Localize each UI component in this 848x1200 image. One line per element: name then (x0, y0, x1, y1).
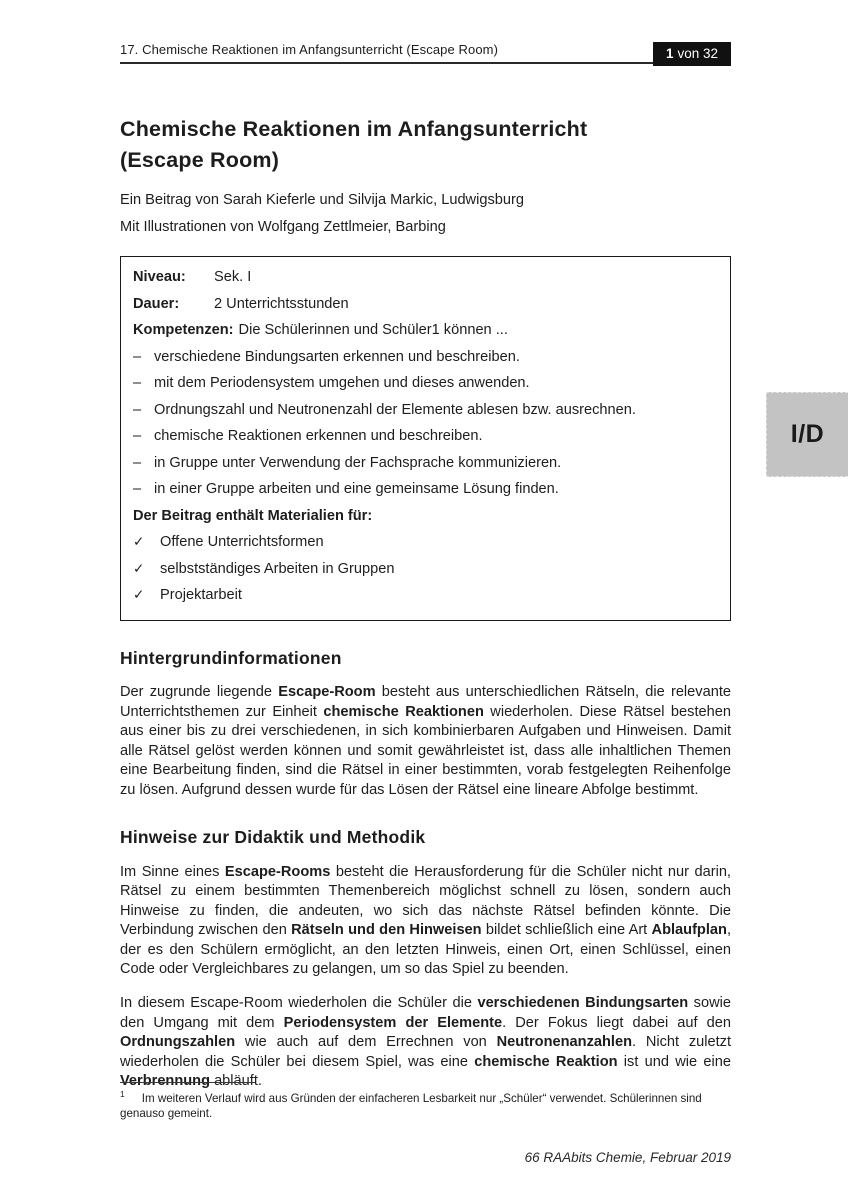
materials-heading: Der Beitrag enthält Materialien für: (133, 507, 373, 524)
page-number-total: von 32 (677, 46, 718, 61)
list-item (133, 529, 718, 556)
page-title (120, 114, 731, 176)
page-title-line1: Chemische Reaktionen im Anfangsunterricht (120, 117, 588, 141)
section-heading-didaktik: Hinweise zur Didaktik und Methodik (120, 827, 426, 848)
niveau-label: Niveau: (133, 269, 186, 285)
footer-credit: 66 RAAbits Chemie, Februar 2019 (524, 1150, 731, 1165)
list-item (133, 397, 718, 424)
list-item-text: Ordnungszahl und Neutronenzahl der Elemente ablesen bzw. ausrechnen. (154, 401, 636, 418)
list-item (133, 556, 718, 583)
list-item-text: Projektarbeit (160, 587, 242, 603)
dash-bullet-icon: – (133, 401, 142, 418)
kompetenzen-text: Die Schülerinnen und Schüler1 können ... (238, 322, 508, 338)
checkmark-icon: ✓ (133, 560, 145, 576)
footnote (120, 1082, 731, 1122)
list-item (133, 450, 718, 477)
list-item-text: verschiedene Bindungsarten erkennen und beschreiben. (154, 348, 520, 365)
footnote-divider (120, 1082, 255, 1083)
list-item (133, 370, 718, 397)
niveau-value: Sek. I (214, 269, 252, 285)
list-item-text: selbstständiges Arbeiten in Gruppen (160, 560, 395, 577)
checkmark-icon: ✓ (133, 587, 145, 602)
author-byline: Ein Beitrag von Sarah Kieferle und Silvija Markic, Ludwigsburg (120, 192, 524, 208)
list-item-text: in Gruppe unter Verwendung der Fachsprache kommunizieren. (154, 454, 562, 471)
footnote-marker: 1 (120, 1089, 125, 1099)
paragraph: In diesem Escape-Room wiederholen die Schüler die verschiedenen Bindungsarten sowie den Umgang mit dem Periodensystem der Elemente. Der Fokus liegt dabei auf den Ordnungszahlen wie auch auf dem Errechnen von Neutronenanzahlen. Nicht zuletzt wiederholen die Schüler bei diesem Spiel, was eine chemische Reaktion ist und wie eine Verbrennung abläuft. (120, 995, 732, 1090)
paragraph: Der zugrunde liegende Escape-Room besteht aus unterschiedlichen Rätseln, die relevante Unterrichtsthemen zur Einheit chemische Reaktionen wiederholen. Diese Rätsel bestehen aus einer bis zu drei verschiedenen, in sich kombinierbaren Aufgaben und Hinweisen. Damit alle Rätsel gelöst werden können und somit gewährleistet ist, dass alle inhaltlichen Themen eine Bearbeitung finden, sind die Rätsel in einer bestimmten, vorab festgelegten Reihenfolge zu lösen. Aufgrund dessen wurde für das Lösen der Rätsel eine lineare Abfolge bestimmt. (120, 684, 731, 798)
running-header-title: 17. Chemische Reaktionen im Anfangsunterricht (Escape Room) (120, 42, 499, 57)
kompetenzen-label: Kompetenzen: (133, 322, 234, 338)
page-number-current: 1 (665, 46, 674, 61)
info-row-kompetenzen (133, 317, 718, 344)
page-content (120, 0, 731, 1106)
kompetenzen-list (133, 344, 718, 503)
page-title-line2: (Escape Room) (120, 148, 280, 172)
footnote-body (120, 1087, 731, 1122)
dauer-value: 2 Unterrichtsstunden (214, 295, 349, 312)
illustrator-byline: Mit Illustrationen von Wolfgang Zettlmeier, Barbing (120, 219, 446, 235)
list-item-text: chemische Reaktionen erkennen und beschreiben. (154, 428, 483, 444)
page-number-badge (653, 42, 731, 66)
info-box (120, 256, 731, 621)
section-heading-hintergrund: Hintergrundinformationen (120, 647, 342, 668)
materials-list (133, 529, 718, 609)
dauer-label: Dauer: (133, 295, 180, 312)
list-item (133, 423, 718, 450)
dash-bullet-icon: – (133, 375, 142, 391)
list-item-text: mit dem Periodensystem umgehen und dieses anwenden. (154, 375, 530, 391)
side-tab-id (766, 392, 848, 477)
footnote-text: Im weiteren Verlauf wird aus Gründen der einfacheren Lesbarkeit nur „Schüler“ verwendet. Schülerinnen sind genauso gemeint. (120, 1091, 702, 1121)
dash-bullet-icon: – (133, 428, 142, 444)
list-item (133, 344, 718, 371)
running-header (120, 42, 731, 64)
paragraph: Im Sinne eines Escape-Rooms besteht die Herausforderung für die Schüler nicht nur darin, Rätsel zu einem bestimmten Themenbereich möglichst schnell zu lösen, sondern auch Hinweise zu finden, die andeuten, wo sich das nächste Rätsel befinden könnte. Die Verbindung zwischen den Rätseln und den Hinweisen bildet schließlich eine Art Ablaufplan, der es den Schülern ermöglicht, an den letzten Hinweis, einen Ort, einen Schlüssel, einen Code oder Vergleichbares zu gelangen, um so das Spiel zu beenden. (120, 863, 731, 978)
list-item (133, 582, 718, 609)
info-row-dauer (133, 291, 718, 318)
dash-bullet-icon: – (133, 454, 142, 471)
list-item-text: Offene Unterrichtsformen (160, 534, 324, 550)
side-tab-label: I/D (790, 420, 825, 448)
dash-bullet-icon: – (133, 481, 142, 497)
list-item (133, 476, 718, 503)
dash-bullet-icon: – (133, 348, 142, 365)
list-item-text: in einer Gruppe arbeiten und eine gemeinsame Lösung finden. (154, 481, 559, 497)
info-row-niveau (133, 264, 718, 291)
checkmark-icon: ✓ (133, 534, 145, 549)
